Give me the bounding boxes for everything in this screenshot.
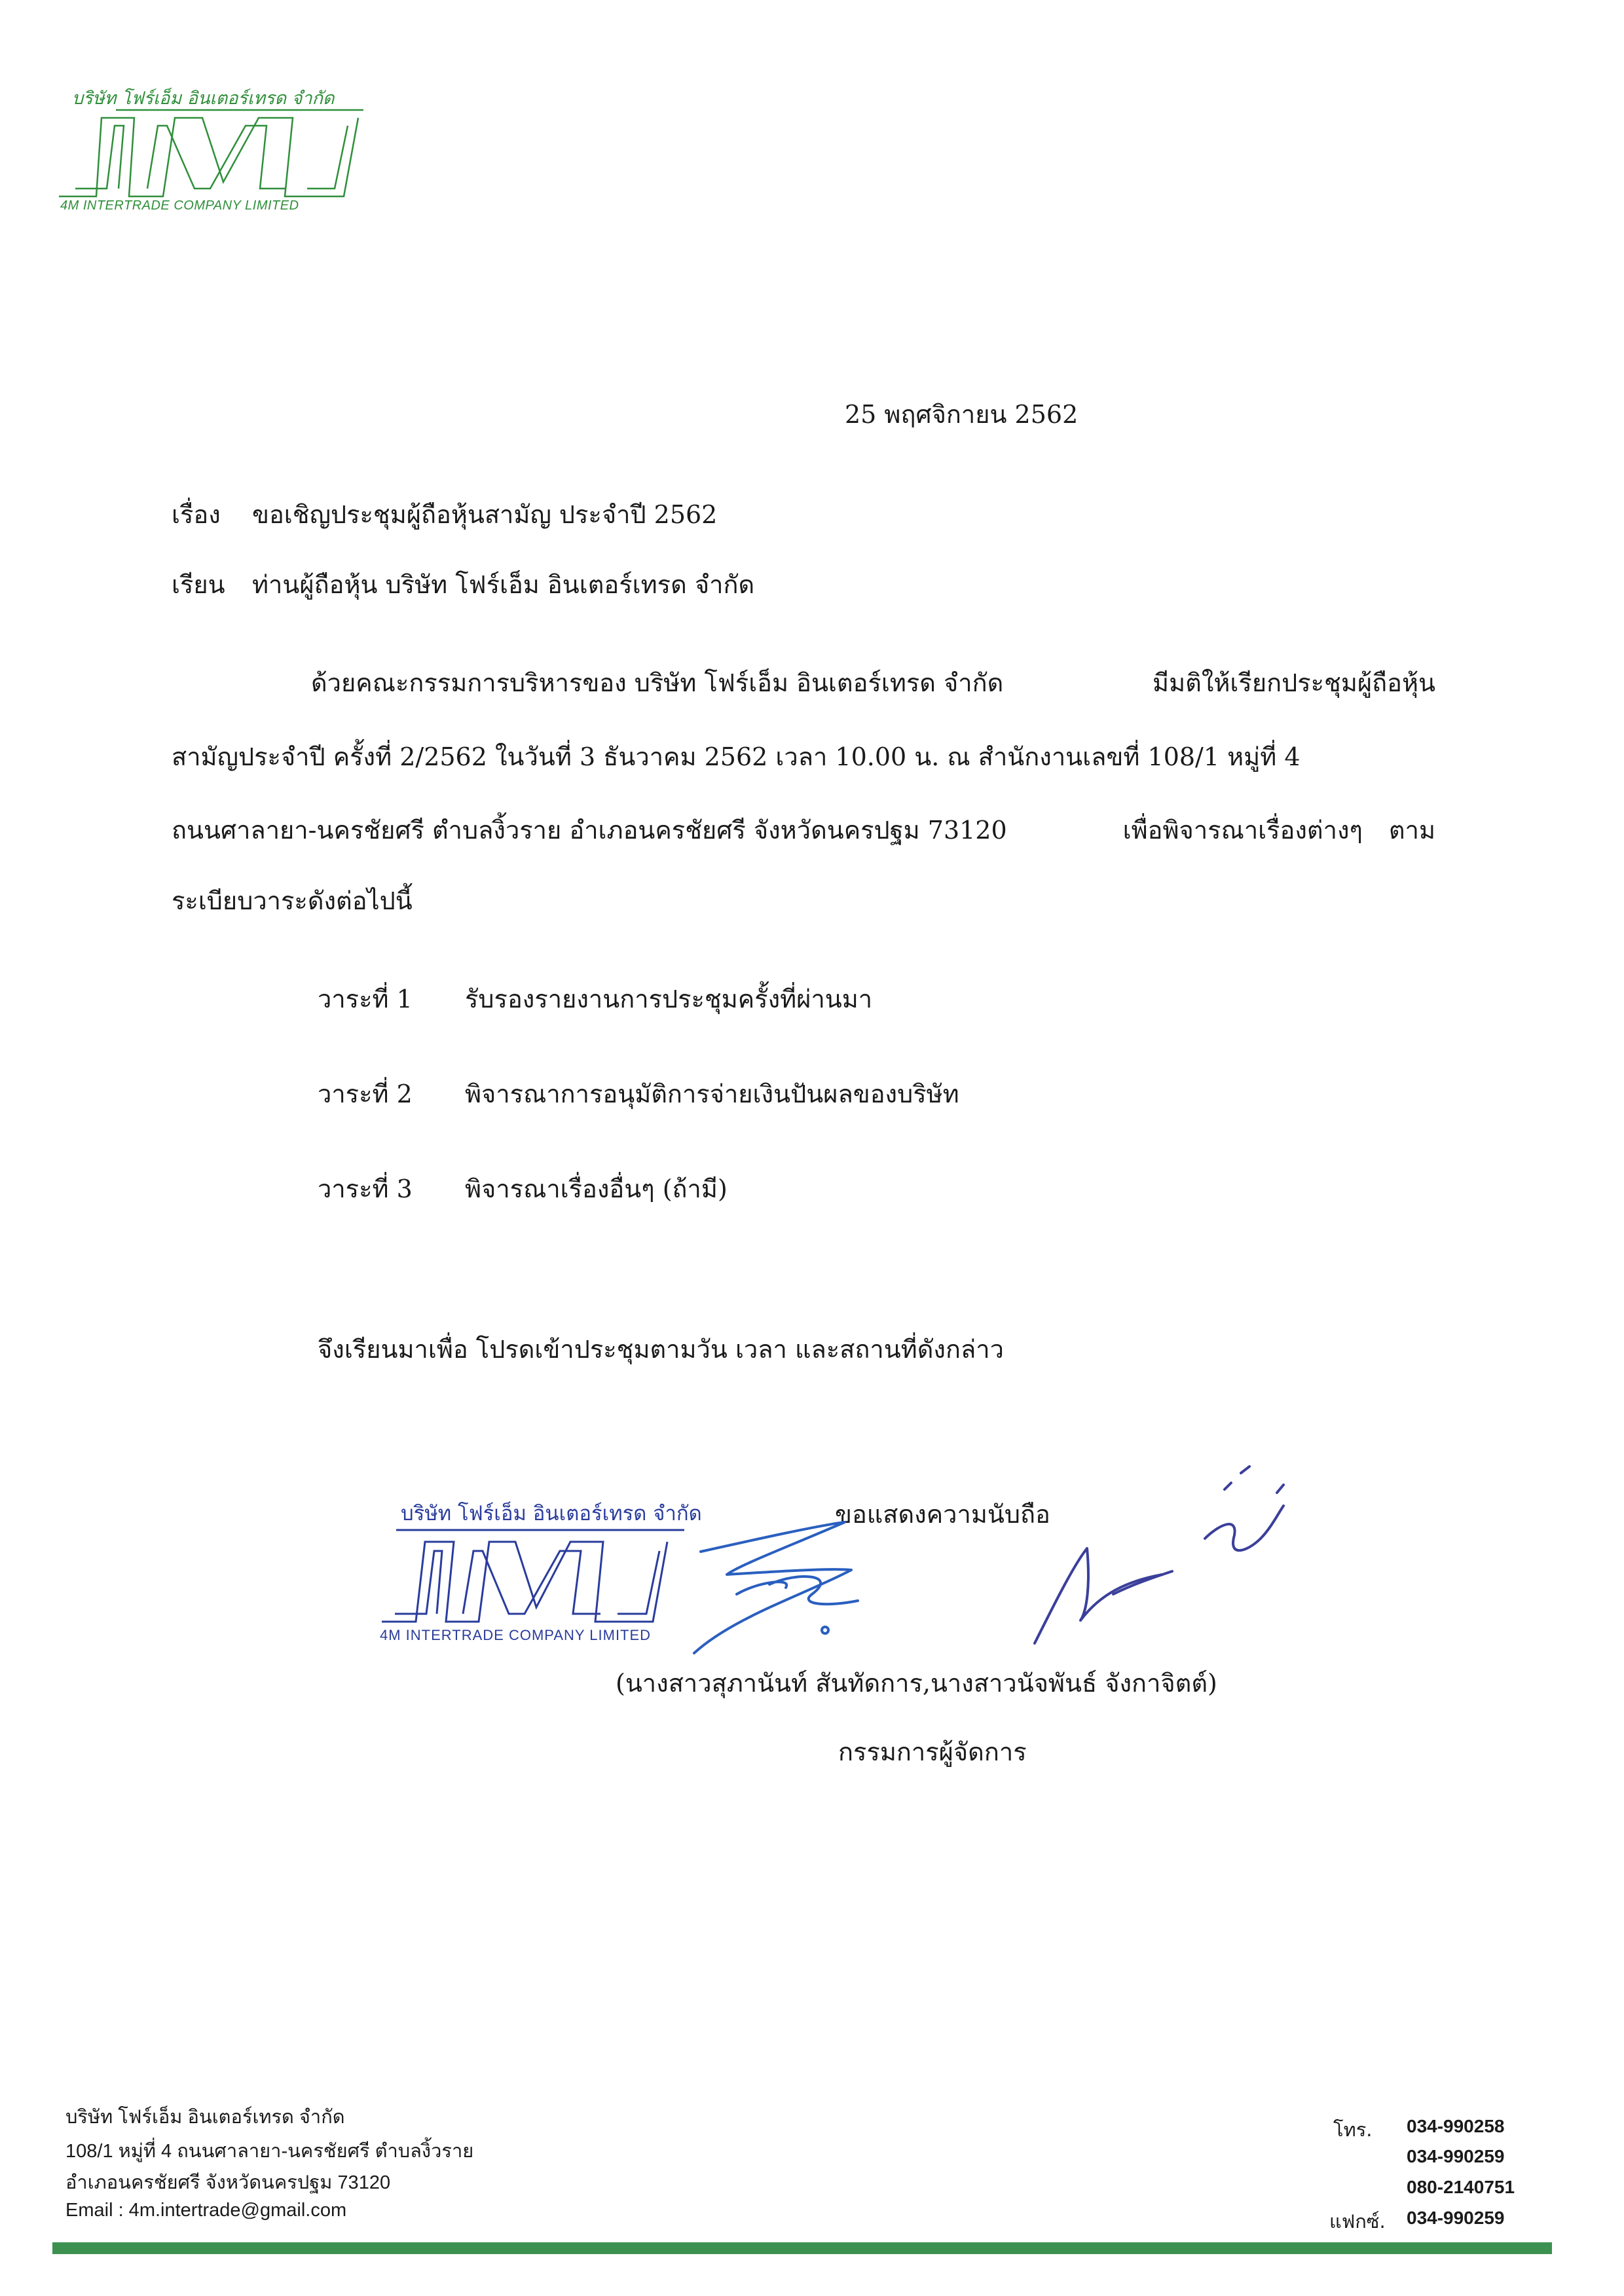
footer-phone-3: 080-2140751 bbox=[1407, 2177, 1515, 2197]
stamp-company-thai: บริษัท โฟร์เอ็ม อินเตอร์เทรด จำกัด bbox=[401, 1502, 702, 1525]
agenda-2-label: วาระที่ 2 bbox=[318, 1080, 413, 1108]
footer-tel-label: โทร. bbox=[1333, 2119, 1373, 2141]
footer-fax-label: แฟกซ์. bbox=[1329, 2210, 1386, 2232]
body-line-2: สามัญประจำปี ครั้งที่ 2/2562 ในวันที่ 3 ธันวาคม 2562 เวลา 10.00 น. ณ สำนักงานเลขที่ 108/1 หมู่ที่ 4 bbox=[172, 742, 1301, 771]
agenda-1-text: รับรองรายงานการประชุมครั้งที่ผ่านมา bbox=[465, 985, 873, 1013]
body-line-1-part-1: ด้วยคณะกรรมการบริหารของ บริษัท โฟร์เอ็ม อินเตอร์เทรด จำกัด bbox=[311, 668, 1004, 697]
body-line-1 bbox=[311, 663, 1435, 702]
handwritten-signatures bbox=[629, 1453, 1323, 1669]
footer-phone-2: 034-990259 bbox=[1407, 2146, 1505, 2166]
subject-label: เรื่อง bbox=[172, 500, 221, 529]
footer-address-2: อำเภอนครชัยศรี จังหวัดนครปฐม 73120 bbox=[65, 2172, 391, 2193]
body-line-1-part-2: มีมติให้เรียกประชุมผู้ถือหุ้น bbox=[1153, 668, 1435, 697]
regards: ขอแสดงความนับถือ bbox=[835, 1500, 1050, 1529]
subject-text: ขอเชิญประชุมผู้ถือหุ้นสามัญ ประจำปี 2562 bbox=[252, 500, 718, 529]
addressee-text: ท่านผู้ถือหุ้น บริษัท โฟร์เอ็ม อินเตอร์เทรด จำกัด bbox=[252, 570, 755, 599]
body-line-3-part-3: ตาม bbox=[1388, 816, 1435, 845]
addressee-label: เรียน bbox=[172, 570, 225, 599]
footer-fax: 034-990259 bbox=[1407, 2208, 1505, 2228]
letter-date: 25 พฤศจิกายน 2562 bbox=[845, 400, 1079, 429]
footer-phone-1: 034-990258 bbox=[1407, 2116, 1505, 2136]
agenda-3-text: พิจารณาเรื่องอื่นๆ (ถ้ามี) bbox=[465, 1175, 728, 1203]
agenda-2-text: พิจารณาการอนุมัติการจ่ายเงินปันผลของบริษัท bbox=[465, 1080, 959, 1108]
agenda-3-label: วาระที่ 3 bbox=[318, 1175, 413, 1203]
agenda-1-label: วาระที่ 1 bbox=[318, 985, 413, 1013]
body-line-3-part-1: ถนนศาลายา-นครชัยศรี ตำบลงิ้วราย อำเภอนครชัยศรี จังหวัดนครปฐม 73120 bbox=[172, 816, 1007, 845]
body-line-3 bbox=[172, 810, 1435, 850]
footer-green-bar bbox=[52, 2242, 1552, 2254]
body-line-3-part-2: เพื่อพิจารณาเรื่องต่างๆ bbox=[1122, 816, 1363, 845]
stamp-company-en: 4M INTERTRADE COMPANY LIMITED bbox=[380, 1627, 652, 1643]
body-line-4: ระเบียบวาระดังต่อไปนี้ bbox=[172, 886, 413, 915]
letterhead-company-en: 4M INTERTRADE COMPANY LIMITED bbox=[60, 198, 299, 213]
closing-sentence: จึงเรียนมาเพื่อ โปรดเข้าประชุมตามวัน เวลา และสถานที่ดังกล่าว bbox=[318, 1335, 1004, 1364]
signatory-title: กรรมการผู้จัดการ bbox=[838, 1738, 1027, 1766]
footer-email: Email : 4m.intertrade@gmail.com bbox=[65, 2200, 347, 2221]
signatories: (นางสาวสุภานันท์ สันทัดการ,นางสาวนัจพันธ์ จังกาจิตต์) bbox=[616, 1669, 1217, 1698]
footer-company: บริษัท โฟร์เอ็ม อินเตอร์เทรด จำกัด bbox=[65, 2107, 345, 2128]
letterhead-company-thai: บริษัท โฟร์เอ็ม อินเตอร์เทรด จำกัด bbox=[72, 88, 335, 109]
footer-address-1: 108/1 หมู่ที่ 4 ถนนศาลายา-นครชัยศรี ตำบลงิ้วราย bbox=[65, 2141, 474, 2162]
